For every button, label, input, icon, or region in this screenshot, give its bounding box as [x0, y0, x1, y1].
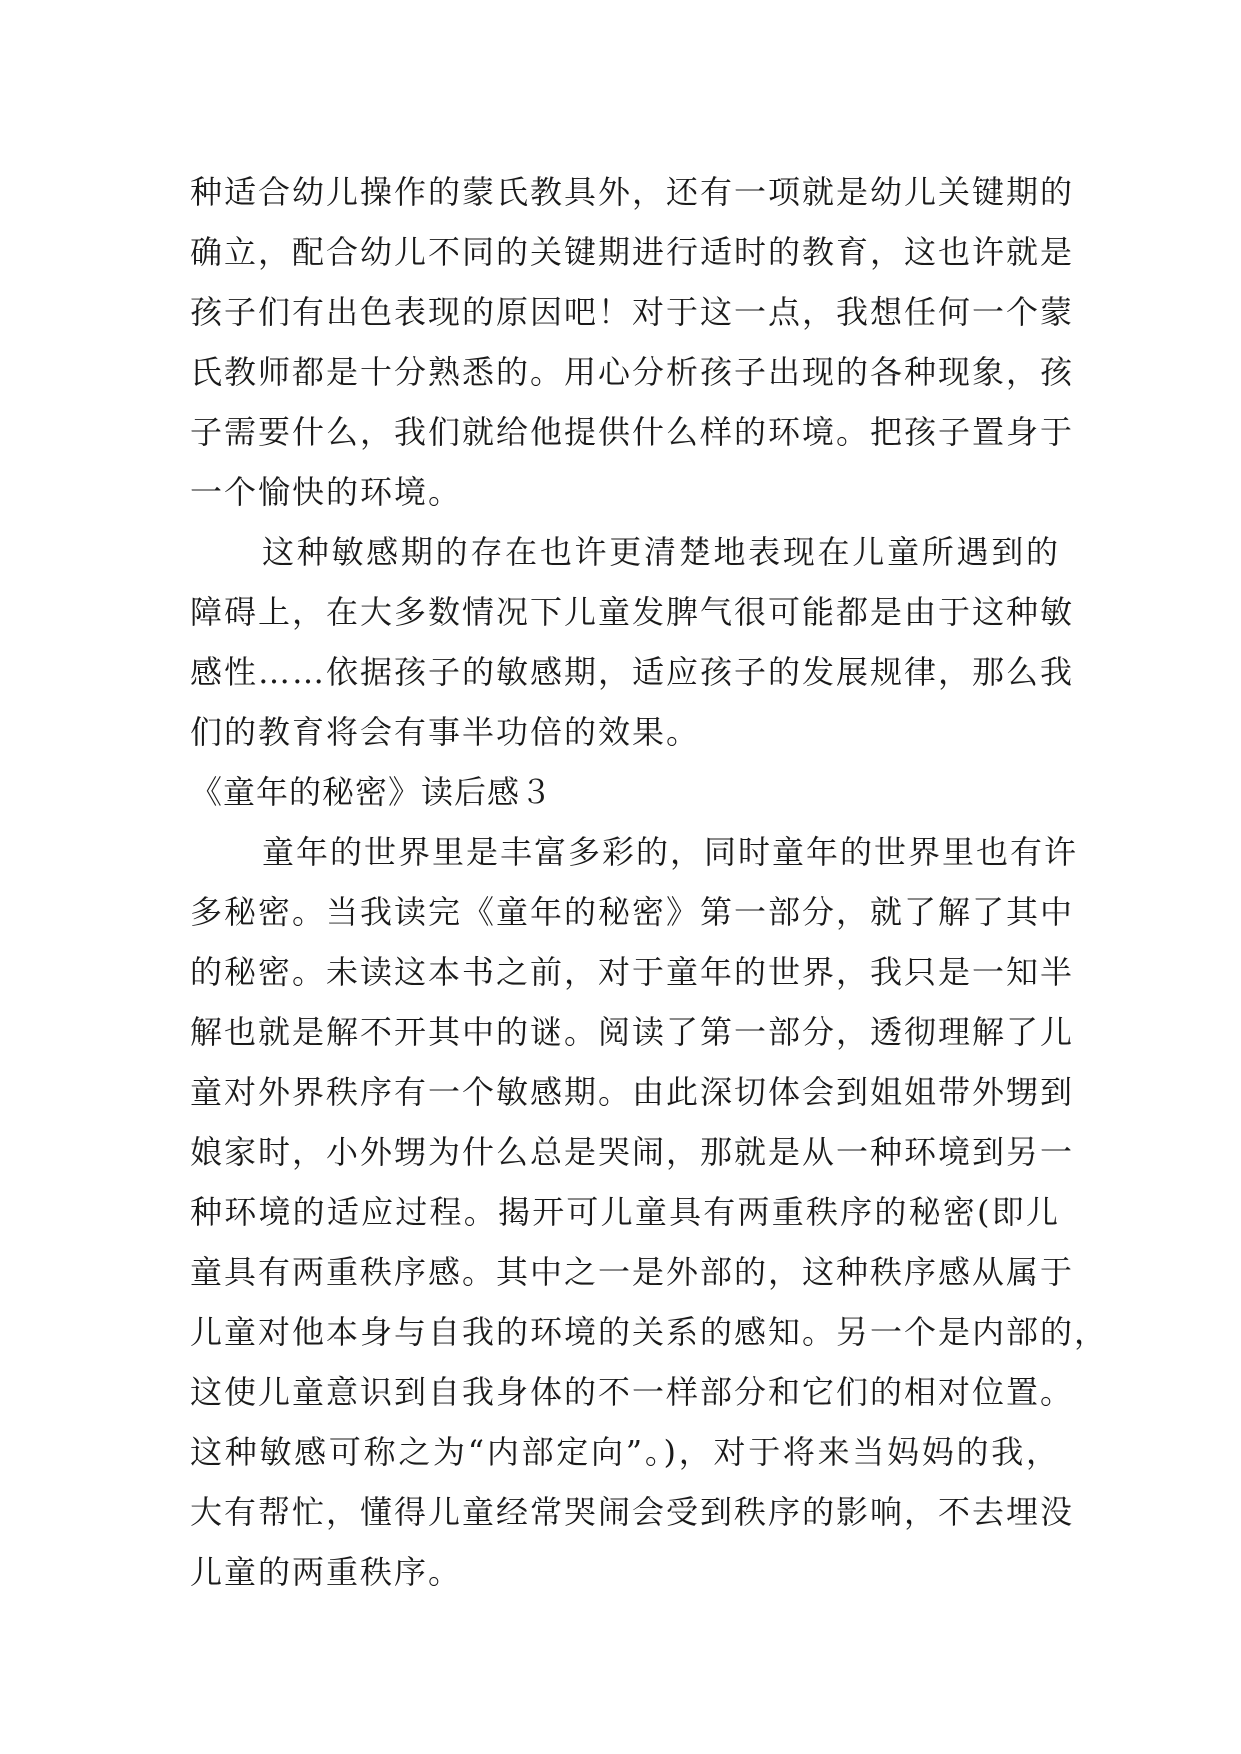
text-line: 娘家时，小外甥为什么总是哭闹，那就是从一种环境到另一 [190, 1133, 1075, 1171]
text-line: 童具有两重秩序感。其中之一是外部的，这种秩序感从属于 [190, 1253, 1075, 1291]
text-line: 子需要什么，我们就给他提供什么样的环境。把孩子置身于 [190, 413, 1075, 451]
paragraph-3 [190, 822, 1109, 1602]
document-body [190, 162, 1109, 1602]
text-line: 感性……依据孩子的敏感期，适应孩子的发展规律，那么我 [190, 653, 1075, 691]
text-line: 障碍上，在大多数情况下儿童发脾气很可能都是由于这种敏 [190, 593, 1075, 631]
paragraph-1 [190, 162, 1075, 522]
text-line: 解也就是解不开其中的谜。阅读了第一部分，透彻理解了儿 [190, 1013, 1075, 1051]
text-line: 这使儿童意识到自我身体的不一样部分和它们的相对位置。 [190, 1373, 1075, 1411]
text-line: 儿童的两重秩序。 [190, 1553, 463, 1591]
text-line: 氏教师都是十分熟悉的。用心分析孩子出现的各种现象，孩 [190, 353, 1075, 391]
text-line: 确立，配合幼儿不同的关键期进行适时的教育，这也许就是 [190, 233, 1075, 271]
text-line: 的秘密。未读这本书之前，对于童年的世界，我只是一知半 [190, 953, 1075, 991]
text-line: 一个愉快的环境。 [190, 473, 463, 511]
text-line: 多秘密。当我读完《童年的秘密》第一部分，就了解了其中 [190, 893, 1075, 931]
text-line: 种环境的适应过程。揭开可儿童具有两重秩序的秘密(即儿 [190, 1193, 1060, 1231]
text-line: 大有帮忙，懂得儿童经常哭闹会受到秩序的影响，不去埋没 [190, 1493, 1075, 1531]
section-heading: 《童年的秘密》读后感３ [190, 773, 554, 811]
text-line: 们的教育将会有事半功倍的效果。 [190, 713, 701, 751]
text-line: 儿童对他本身与自我的环境的关系的感知。另一个是内部的， [190, 1313, 1109, 1351]
text-line: 种适合幼儿操作的蒙氏教具外，还有一项就是幼儿关键期的 [190, 173, 1075, 211]
text-line: 孩子们有出色表现的原因吧！对于这一点，我想任何一个蒙 [190, 293, 1075, 331]
text-line: 这种敏感可称之为“内部定向”。)，对于将来当妈妈的我， [190, 1433, 1060, 1471]
text-line: 童对外界秩序有一个敏感期。由此深切体会到姐姐带外甥到 [190, 1073, 1075, 1111]
text-line: 童年的世界里是丰富多彩的，同时童年的世界里也有许 [262, 833, 1079, 871]
paragraph-2 [190, 522, 1075, 762]
text-line: 这种敏感期的存在也许更清楚地表现在儿童所遇到的 [262, 533, 1060, 571]
